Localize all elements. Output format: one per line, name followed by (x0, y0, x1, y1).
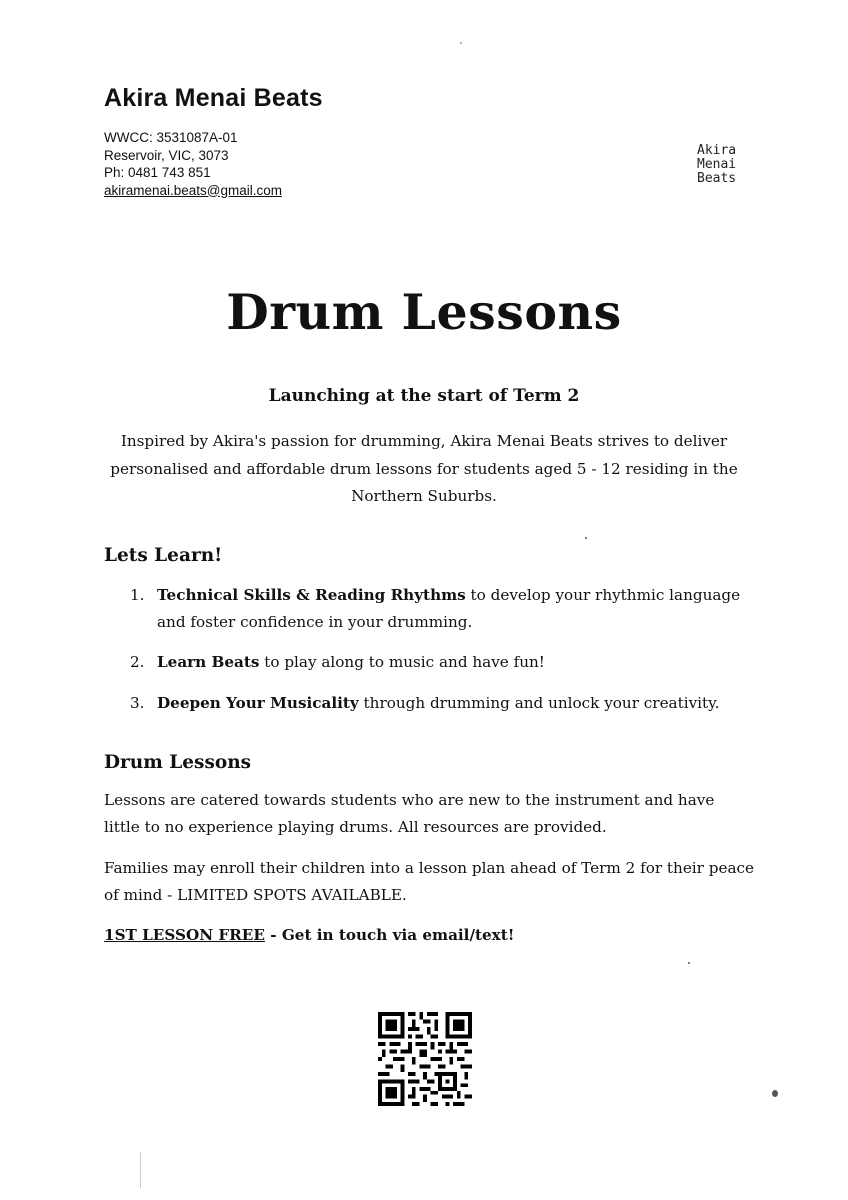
list-text (157, 582, 750, 635)
list-item-rest: through drumming and unlock your creativity. (358, 693, 720, 712)
address: Reservoir, VIC, 3073 (104, 147, 229, 163)
learn-list (130, 582, 750, 730)
list-item (130, 649, 750, 676)
logo-line-1: Akira (697, 143, 737, 158)
contact-block (104, 129, 282, 199)
list-number: 2. (130, 653, 145, 671)
scan-speck (772, 1090, 778, 1097)
scan-line (140, 1152, 141, 1188)
logo-line-3: Beats (697, 171, 737, 186)
cta-text: - Get in touch via email/text! (264, 926, 515, 944)
list-item (130, 690, 750, 717)
list-item-bold: Technical Skills & Reading Rhythms (157, 586, 466, 604)
list-item-bold: Learn Beats (157, 653, 260, 671)
list-number: 1. (130, 586, 145, 604)
phone-number: Ph: 0481 743 851 (104, 165, 211, 180)
lessons-paragraph: Lessons are catered towards students who are new to the instrument and have little to no experience playing drums. All resources are provided. (104, 791, 715, 836)
call-to-action (104, 922, 754, 949)
intro-paragraph: Inspired by Akira's passion for drumming, Akira Menai Beats strives to deliver personalised and affordable drum lessons for students aged 5 - 12 residing in the Northern Suburbs. (110, 432, 738, 505)
list-text (157, 690, 720, 717)
business-name: Akira Menai Beats (104, 84, 323, 112)
list-item (130, 582, 750, 635)
list-item-rest: to develop your rhythmic language and foster confidence in your drumming. (157, 586, 741, 631)
list-number: 3. (130, 693, 145, 712)
enrolment-paragraph: Families may enroll their children into a lesson plan ahead of Term 2 for their peace of mind - LIMITED SPOTS AVAILABLE. (104, 859, 755, 904)
drum-lessons-heading: Drum Lessons (104, 752, 252, 773)
email-link[interactable]: akiramenai.beats@gmail.com (104, 182, 283, 198)
free-lesson-link[interactable]: 1ST LESSON FREE (104, 926, 265, 944)
list-text (157, 649, 545, 676)
lets-learn-heading: Lets Learn! (104, 545, 223, 566)
wwcc-number: WWCC: 3531087A-01 (104, 130, 238, 145)
scan-speck (585, 537, 587, 539)
page-title: Drum Lessons (226, 283, 622, 341)
scan-speck (688, 962, 690, 964)
qr-code-icon[interactable] (378, 1012, 472, 1106)
list-item-bold: Deepen Your Musicality (157, 693, 359, 712)
subtitle: Launching at the start of Term 2 (268, 386, 580, 406)
brand-logo (697, 144, 759, 190)
list-item-rest: to play along to music and have fun! (259, 653, 545, 671)
scan-speck (460, 42, 462, 44)
logo-line-2: Menai (697, 157, 737, 172)
